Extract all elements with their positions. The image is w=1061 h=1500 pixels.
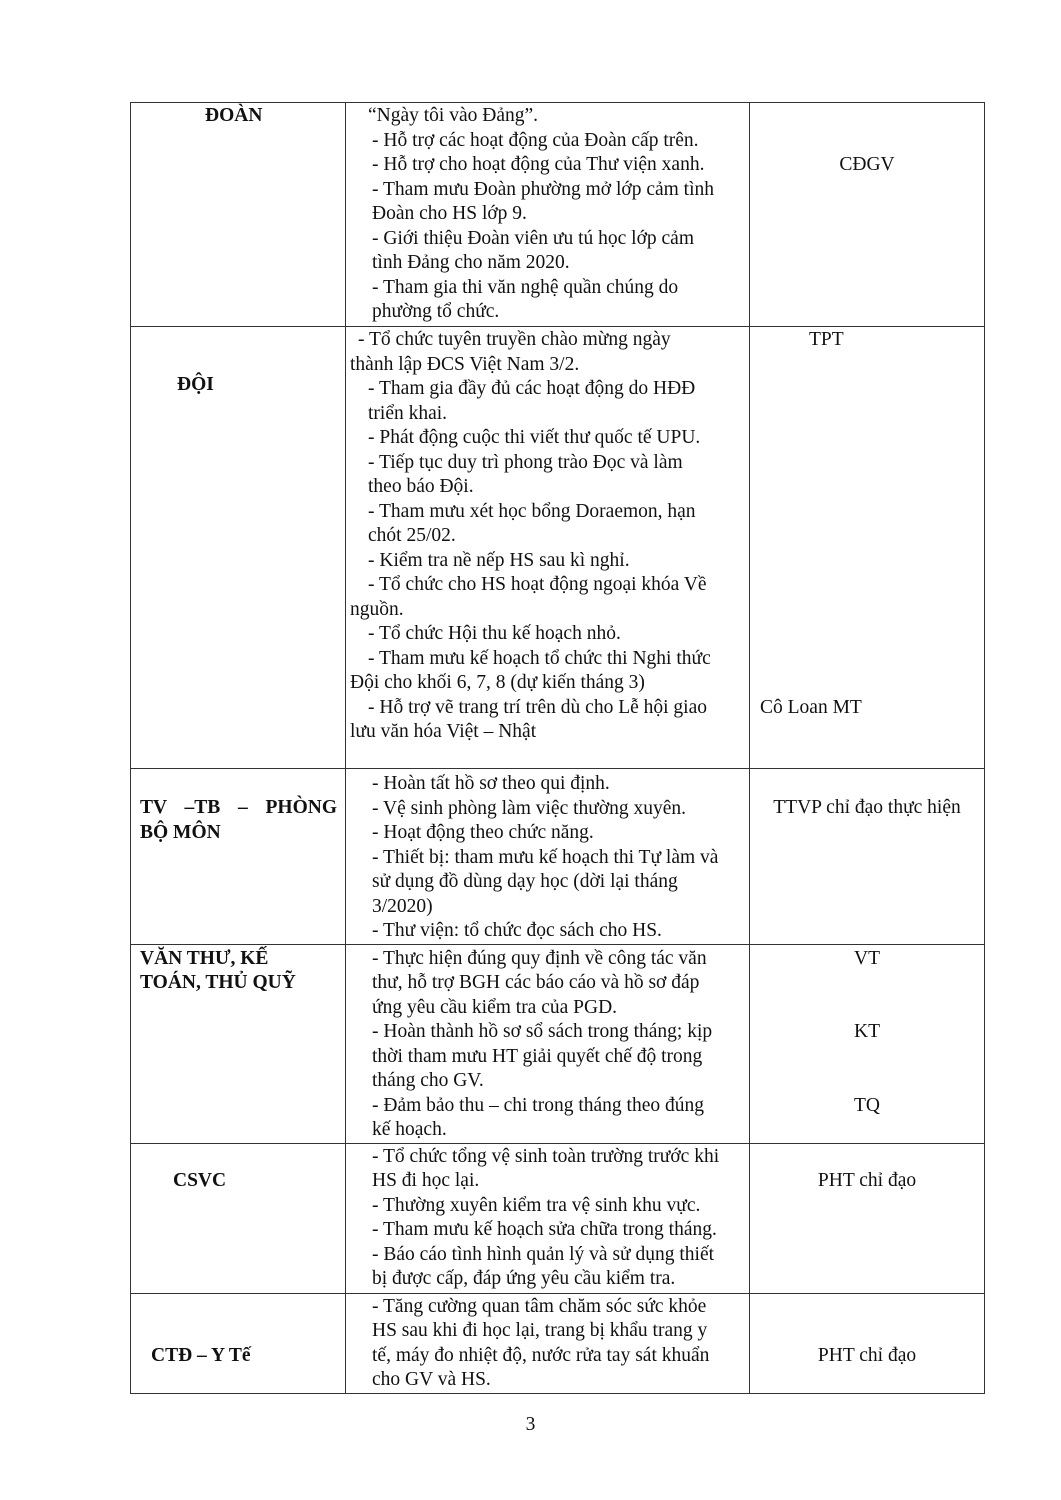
responsible-person: TQ <box>854 1094 880 1116</box>
task-line: - Tham mưu Đoàn phường mở lớp cảm tình <box>372 178 715 200</box>
responsible-person: CĐGV <box>839 154 895 175</box>
task-line: - Phát động cuộc thi viết thư quốc tế UPU. <box>368 427 701 448</box>
task-line: Đoàn cho HS lớp 9. <box>372 203 527 224</box>
tasks-cell <box>346 1143 750 1293</box>
task-line: - Thực hiện đúng quy định về công tác văn <box>372 947 707 969</box>
task-line: - Hoạt động theo chức năng. <box>372 822 594 843</box>
page-number: 3 <box>525 1414 536 1435</box>
responsible-cell <box>750 103 985 327</box>
task-line: kế hoạch. <box>372 1119 447 1140</box>
unit-name: VĂN THƯ, KẾ <box>140 947 269 969</box>
task-line: - Tổ chức cho HS hoạt động ngoại khóa Về <box>368 574 707 595</box>
responsible-cell <box>750 944 985 1143</box>
unit-cell <box>131 1293 346 1393</box>
table-row <box>131 944 985 1143</box>
task-line: - Tổ chức Hội thu kế hoạch nhỏ. <box>368 623 621 644</box>
task-line: thành lập ĐCS Việt Nam 3/2. <box>350 353 580 375</box>
unit-name: ĐOÀN <box>205 105 263 126</box>
task-line: nguồn. <box>350 598 404 620</box>
table-row <box>131 103 985 327</box>
responsible-person: KT <box>854 1021 880 1042</box>
task-line: - Tham mưu kế hoạch sửa chữa trong tháng. <box>372 1219 717 1240</box>
unit-name: CTĐ – Y Tế <box>151 1344 251 1366</box>
task-line: HS sau khi đi học lại, trang bị khẩu trang y <box>372 1320 708 1341</box>
unit-cell <box>131 327 346 769</box>
task-line: - Giới thiệu Đoàn viên ưu tú học lớp cảm <box>372 227 694 249</box>
unit-name: CSVC <box>173 1169 227 1191</box>
task-line: thư, hỗ trợ BGH các báo cáo và hồ sơ đáp <box>372 972 700 993</box>
responsible-person: TTVP chỉ đạo thực hiện <box>773 797 961 818</box>
task-line: sử dụng đồ dùng dạy học (dời lại tháng <box>372 871 678 892</box>
task-line: cho GV và HS. <box>372 1369 491 1390</box>
task-line: - Tiếp tục duy trì phong trào Đọc và làm <box>368 451 683 473</box>
task-line: - Tham gia thi văn nghệ quần chúng do <box>372 276 679 298</box>
tasks-cell <box>346 1293 750 1393</box>
responsible-cell <box>750 769 985 945</box>
task-line: phường tổ chức. <box>372 301 500 322</box>
table-row <box>131 769 985 945</box>
responsible-person: TPT <box>809 329 844 350</box>
task-line: “Ngày tôi vào Đảng”. <box>368 105 539 126</box>
task-line: - Tổ chức tổng vệ sinh toàn trường trước khi <box>372 1145 720 1167</box>
tasks-cell <box>346 769 750 945</box>
task-line: - Hỗ trợ vẽ trang trí trên dù cho Lễ hội giao <box>368 696 708 718</box>
task-line: - Kiểm tra nề nếp HS sau kì nghỉ. <box>368 549 630 571</box>
unit-name: TV –TB – PHÒNG <box>140 797 337 818</box>
table-row <box>131 327 985 769</box>
tasks-cell <box>346 944 750 1143</box>
responsible-person: Cô Loan MT <box>760 696 862 718</box>
responsible-person: PHT chỉ đạo <box>817 1169 917 1191</box>
task-line: - Tham gia đầy đủ các hoạt động do HĐĐ <box>368 378 696 399</box>
task-line: - Vệ sinh phòng làm việc thường xuyên. <box>372 797 687 819</box>
unit-name: TOÁN, THỦ QUỸ <box>140 972 296 993</box>
task-line: ứng yêu cầu kiểm tra của PGD. <box>372 996 618 1018</box>
table-row <box>131 1293 985 1393</box>
task-line: - Hoàn tất hồ sơ theo qui định. <box>372 773 610 794</box>
task-line: - Tham mưu kế hoạch tổ chức thi Nghi thức <box>368 647 711 669</box>
responsible-cell <box>750 1293 985 1393</box>
task-line: - Báo cáo tình hình quản lý và sử dụng thiết <box>372 1243 715 1265</box>
task-line: - Thường xuyên kiểm tra vệ sinh khu vực. <box>372 1194 701 1216</box>
task-line: triển khai. <box>368 402 448 424</box>
unit-cell <box>131 769 346 945</box>
task-line: - Tăng cường quan tâm chăm sóc sức khỏe <box>372 1295 707 1317</box>
task-line: - Đảm bảo thu – chi trong tháng theo đúng <box>372 1094 704 1116</box>
task-line: theo báo Đội. <box>368 476 474 497</box>
task-line: 3/2020) <box>372 895 433 917</box>
tasks-cell <box>346 103 750 327</box>
task-line: - Hoàn thành hồ sơ sổ sách trong tháng; kịp <box>372 1021 713 1042</box>
task-line: - Thiết bị: tham mưu kế hoạch thi Tự làm và <box>372 846 719 868</box>
task-line: - Thư viện: tổ chức đọc sách cho HS. <box>372 920 662 941</box>
unit-name: BỘ MÔN <box>140 821 221 843</box>
task-line: tế, máy đo nhiệt độ, nước rửa tay sát khuẩn <box>372 1344 710 1366</box>
tasks-cell <box>346 327 750 769</box>
task-line: tình Đảng cho năm 2020. <box>372 252 570 273</box>
task-line: - Hỗ trợ các hoạt động của Đoàn cấp trên. <box>372 129 699 151</box>
responsible-cell <box>750 327 985 769</box>
unit-cell <box>131 944 346 1143</box>
task-line: - Hỗ trợ cho hoạt động của Thư viện xanh. <box>372 154 705 175</box>
task-line: HS đi học lại. <box>372 1170 480 1191</box>
unit-cell <box>131 103 346 327</box>
unit-name: ĐỘI <box>177 374 214 395</box>
table-row <box>131 1143 985 1293</box>
work-plan-table <box>130 102 985 1394</box>
task-line: Đội cho khối 6, 7, 8 (dự kiến tháng 3) <box>350 672 645 693</box>
task-line: bị được cấp, đáp ứng yêu cầu kiểm tra. <box>372 1268 676 1289</box>
responsible-person: VT <box>854 947 880 969</box>
task-line: tháng cho GV. <box>372 1070 484 1091</box>
responsible-cell <box>750 1143 985 1293</box>
unit-cell <box>131 1143 346 1293</box>
responsible-person: PHT chỉ đạo <box>817 1344 917 1366</box>
task-line: lưu văn hóa Việt – Nhật <box>350 721 537 742</box>
task-line: - Tham mưu xét học bổng Doraemon, hạn <box>368 500 696 522</box>
task-line: - Tổ chức tuyên truyền chào mừng ngày <box>358 329 671 350</box>
task-line: chót 25/02. <box>368 525 456 546</box>
task-line: thời tham mưu HT giải quyết chế độ trong <box>372 1045 703 1067</box>
